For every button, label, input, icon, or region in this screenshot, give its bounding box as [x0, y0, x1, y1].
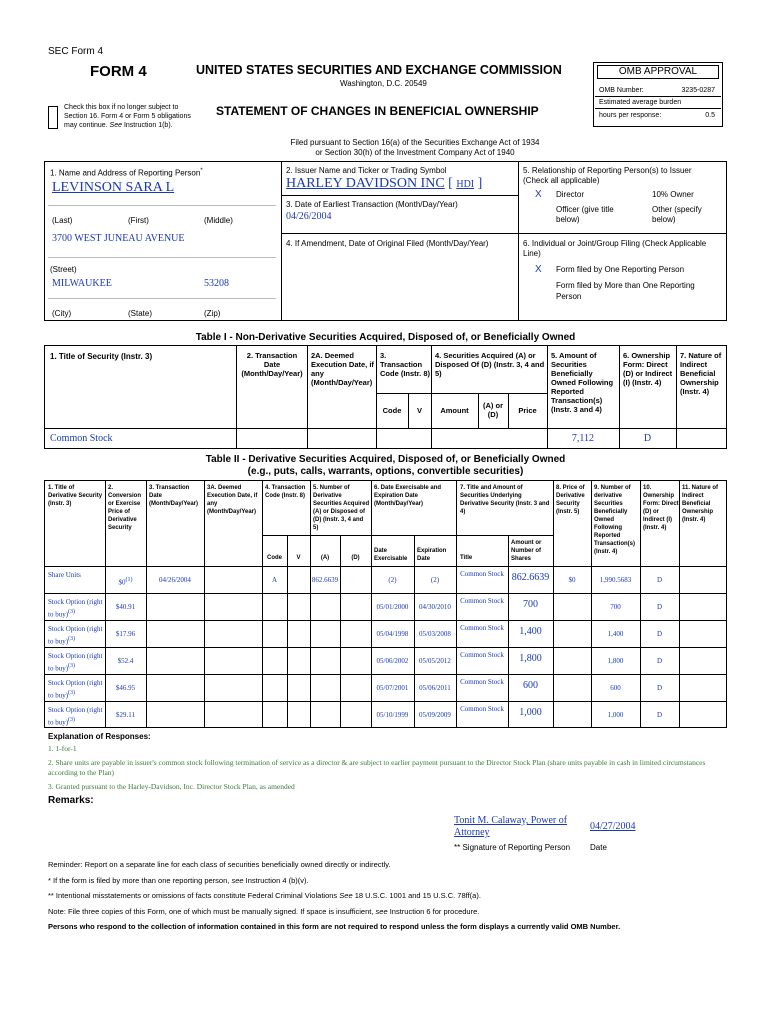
t1-h-acquired: 4. Securities Acquired (A) or Disposed Of (D) (Instr. 3, 4 and 5) [435, 351, 545, 378]
zip-label: (Zip) [204, 309, 221, 318]
t1-row-owned: 7,112 [571, 433, 595, 444]
filed-pursuant: Filed pursuant to Section 16(a) of the Securities Exchange Act of 1934 or Section 30(h) of the Investment Company Act of 1940 [290, 138, 540, 157]
t2-cell-expiration: 05/06/2011 [419, 684, 451, 692]
last-label: (Last) [52, 216, 73, 225]
sec-form-label: SEC Form 4 [48, 46, 104, 57]
t2-cell-owned: 1,800 [607, 657, 624, 665]
t2-cell-und-amount: 700 [523, 599, 538, 610]
hours-value: 0.5 [705, 112, 715, 119]
burden-label: Estimated average burden [599, 99, 682, 106]
t2-cell-owned: 1,990.5683 [599, 576, 632, 584]
t2-h-a: (A) [320, 555, 330, 561]
t2-cell-price: $52.4 [117, 657, 134, 665]
t1-h-form: 6. Ownership Form: Direct (D) or Indirect (I) (Instr. 4) [623, 351, 673, 387]
zip-value: 53208 [204, 278, 229, 289]
t2-cell-form: D [656, 576, 663, 584]
t2-h-date: 3. Transaction Date (Month/Day/Year) [149, 485, 199, 507]
middle-label: (Middle) [204, 216, 233, 225]
form-title: FORM 4 [90, 63, 147, 80]
t2-cell-title: Stock Option (right to buy)$^{(3)}$ [48, 706, 103, 727]
t2-cell-owned: 700 [610, 603, 621, 611]
t2-cell-title: Stock Option (right to buy)$^{(3)}$ [48, 652, 103, 673]
relationship-label: 5. Relationship of Reporting Person(s) to Issuer (Check all applicable) [523, 166, 692, 185]
t2-h-amount-col: Amount or Number of Shares [511, 540, 542, 562]
t2-h-underlying: 7. Title and Amount of Securities Underlying Derivative Security (Instr. 3 and 4) [460, 485, 550, 515]
t2-h-number: 5. Number of Derivative Securities Acquired (A) or Disposed of (D) (Instr. 3, 4 and 5) [313, 485, 370, 531]
one-person-label: Form filed by One Reporting Person [556, 265, 685, 274]
t2-h-code: 4. Transaction Code (Instr. 8) [265, 485, 306, 499]
t2-h-deemed: 3A. Deemed Execution Date, if any (Month/Day/Year) [207, 485, 258, 515]
t1-h-code-sub: Code [382, 406, 402, 415]
t2-cell-title: Share Units [48, 571, 81, 579]
date-label: Date [590, 843, 607, 852]
t2-cell-owned: 600 [610, 684, 621, 692]
officer-label: Officer (give title below) [556, 205, 614, 224]
t2-cell-price: $17.96 [115, 630, 136, 638]
footer-note-2: ** Intentional misstatements or omissions of facts constitute Federal Criminal Violations See 18 U.S.C. 1001 and 15 U.S.C. 78ff(a). [48, 891, 481, 900]
other-label: Other (specify below) [652, 205, 702, 224]
t2-cell-form: D [656, 684, 663, 692]
t2-h-nature: 11. Nature of Indirect Beneficial Ownership (Instr. 4) [682, 485, 719, 523]
one-person-check[interactable]: X [535, 264, 542, 275]
t2-cell-price: $40.91 [115, 603, 136, 611]
explanation-item: 1. 1-for-1 [48, 744, 77, 753]
t2-cell-form: D [656, 603, 663, 611]
ten-percent-owner-label: 10% Owner [652, 190, 694, 199]
omb-number-label: OMB Number: [599, 87, 644, 94]
explanation-title: Explanation of Responses: [48, 732, 151, 741]
t2-cell-code: A [271, 576, 278, 584]
t1-h-nature: 7. Nature of Indirect Beneficial Ownership (Instr. 4) [680, 351, 722, 396]
omb-number: 3235-0287 [681, 87, 715, 94]
explanation-item: 3. Granted pursuant to the Harley-Davidson, Inc. Director Stock Plan, as amended [48, 782, 295, 791]
t2-cell-price: $46.95 [115, 684, 136, 692]
t2-cell-owned: 1,000 [607, 711, 624, 719]
first-label: (First) [128, 216, 149, 225]
t2-h-exp: Expiration Date [417, 548, 447, 562]
table-2-title: Table II - Derivative Securities Acquired, Disposed of, or Beneficially Owned (e.g., puts, calls, warrants, options, convertible securities) [205, 454, 566, 477]
footer-note-3: Note: File three copies of this Form, one of which must be manually signed. If space is insufficient, see Instruction 6 for procedure. [48, 906, 480, 916]
t2-h-date-ex: Date Exercisable [374, 548, 408, 562]
omb-approval-title: OMB APPROVAL [597, 65, 719, 79]
state-label: (State) [128, 309, 153, 318]
t2-h-title-col: Title [460, 555, 473, 561]
footer-omb-notice: Persons who respond to the collection of information contained in this form are not required to respond unless the form displays a currently valid OMB Number. [48, 922, 621, 931]
t2-cell-und-title: Common Stock [460, 651, 504, 659]
reporting-person-label: 1. Name and Address of Reporting Person* [50, 168, 203, 178]
footer-notes [48, 857, 728, 935]
t2-cell-und-title: Common Stock [460, 570, 504, 578]
t2-cell-title: Stock Option (right to buy)$^{(3)}$ [48, 625, 103, 646]
statement-title: STATEMENT OF CHANGES IN BENEFICIAL OWNERSHIP [216, 104, 539, 118]
t2-cell-form: D [656, 630, 663, 638]
t2-cell-date: 04/26/2004 [159, 576, 191, 584]
t2-cell-title: Stock Option (right to buy)$^{(3)}$ [48, 598, 103, 619]
t2-cell-exercisable: 05/10/1999 [376, 711, 409, 719]
footer-note-1: * If the form is filed by more than one reporting person, see Instruction 4 (b)(v). [48, 875, 309, 885]
t2-cell-und-title: Common Stock [460, 678, 504, 686]
t2-cell-expiration: (2) [430, 576, 440, 584]
street-label: (Street) [50, 265, 77, 274]
t1-h-ad: (A) or (D) [483, 401, 503, 419]
t2-cell-und-amount: 1,800 [519, 653, 542, 664]
no-longer-subject-checkbox[interactable] [48, 106, 58, 129]
t2-cell-owned: 1,400 [607, 630, 624, 638]
earliest-date: 04/26/2004 [286, 211, 332, 222]
t2-h-v: V [296, 555, 301, 561]
t2-h-form: 10. Ownership Form: Direct (D) or Indirect (I) (Instr. 4) [643, 485, 679, 531]
t2-cell-title: Stock Option (right to buy)$^{(3)}$ [48, 679, 103, 700]
t1-h-amount: Amount [440, 406, 469, 415]
signature-date: 04/27/2004 [590, 821, 636, 832]
t2-cell-und-title: Common Stock [460, 624, 504, 632]
commission-location: Washington, D.C. 20549 [340, 79, 427, 88]
multiple-persons-label: Form filed by More than One Reporting Person [556, 281, 695, 301]
issuer-label: 2. Issuer Name and Ticker or Trading Symbol [286, 166, 447, 175]
hours-label: hours per response: [599, 112, 662, 119]
t2-cell-exercisable: 05/01/2000 [376, 603, 409, 611]
t2-cell-form: D [656, 657, 663, 665]
explanation-list [48, 744, 723, 792]
city-label: (City) [52, 309, 72, 318]
t2-cell-und-title: Common Stock [460, 597, 504, 605]
t2-cell-price: $29.11 [116, 711, 135, 719]
t2-cell-exercisable: 05/07/2001 [376, 684, 409, 692]
t2-cell-und-amount: 862.6639 [511, 572, 550, 583]
t1-row-title: Common Stock [50, 433, 113, 444]
t2-h-title: 1. Title of Derivative Security (Instr. 3) [48, 485, 103, 507]
amendment-label: 4. If Amendment, Date of Original Filed (Month/Day/Year) [286, 239, 489, 248]
t2-cell-expiration: 05/03/2008 [419, 630, 451, 638]
director-check[interactable]: X [535, 189, 542, 200]
street-value: 3700 WEST JUNEAU AVENUE [52, 233, 185, 244]
explanation-item: 2. Share units are payable in issuer's common stock following termination of service as a director & are subject to earlier payment pursuant to the Director Stock Plan (share units payable in cash in limited circumstances according to the Plan) [48, 758, 706, 777]
t1-h-title: 1. Title of Security (Instr. 3) [50, 352, 153, 361]
t2-cell-exercisable: (2) [388, 576, 397, 584]
earliest-date-label: 3. Date of Earliest Transaction (Month/Day/Year) [286, 200, 458, 209]
t2-cell-exercisable: 05/04/1998 [376, 630, 409, 638]
city-value: MILWAUKEE [52, 278, 112, 289]
t1-row-form: D [643, 433, 652, 444]
t2-h-conversion: 2. Conversion or Exercise Price of Derivative Security [108, 485, 142, 531]
issuer-name-line: HARLEY DAVIDSON INC [ HDI ] [286, 176, 483, 191]
t2-h-exercisable: 6. Date Exercisable and Expiration Date (Month/Day/Year) [374, 485, 442, 507]
t2-cell-expiration: 05/05/2012 [419, 657, 451, 665]
t2-cell-und-title: Common Stock [460, 705, 504, 713]
t2-cell-und-amount: 600 [523, 680, 538, 691]
filing-type-label: 6. Individual or Joint/Group Filing (Check Applicable Line) [523, 239, 707, 258]
t2-h-owned: 9. Number of derivative Securities Beneficially Owned Following Reported Transaction(s) (Instr. 4) [594, 485, 636, 555]
t2-cell-deriv-price: $0 [568, 576, 576, 584]
issuer-name[interactable]: HARLEY DAVIDSON INC [286, 176, 445, 191]
t2-cell-price: $0$^{(1)}$ [118, 577, 133, 587]
t2-cell-exercisable: 05/06/2002 [376, 657, 409, 665]
checkbox-instructions: Check this box if no longer subject to Section 16. Form 4 or Form 5 obligations may continue. See Instruction 1(b). [64, 104, 191, 129]
t2-cell-expiration: 05/09/2009 [419, 711, 451, 719]
t1-h-owned: 5. Amount of Securities Beneficially Owned Following Reported Transaction(s) (Instr. 3 and 4) [551, 351, 614, 414]
t2-cell-a: 862.6639 [311, 576, 339, 584]
commission-title: UNITED STATES SECURITIES AND EXCHANGE COMMISSION [196, 63, 562, 77]
issuer-ticker[interactable]: HDI [456, 179, 475, 190]
director-label: Director [556, 190, 585, 199]
footer-reminder: Reminder: Report on a separate line for each class of securities beneficially owned directly or indirectly. [48, 860, 391, 869]
t2-h-code-sub: Code [267, 555, 282, 561]
signature-label: ** Signature of Reporting Person [454, 843, 571, 852]
t2-cell-expiration: 04/30/2010 [419, 603, 451, 611]
reporting-person-name[interactable]: LEVINSON SARA L [52, 180, 175, 195]
t2-cell-und-amount: 1,400 [519, 626, 542, 637]
t1-h-v: V [416, 406, 422, 415]
t1-h-price: Price [518, 406, 537, 415]
t1-h-code: 3. Transaction Code (Instr. 8) [380, 351, 431, 378]
t2-cell-und-amount: 1,000 [519, 707, 542, 718]
t2-h-price: 8. Price of Derivative Security (Instr. 5) [556, 485, 585, 515]
table-1-title: Table I - Non-Derivative Securities Acquired, Disposed of, or Beneficially Owned [195, 332, 576, 343]
t1-h-date: 2. Transaction Date (Month/Day/Year) [241, 351, 303, 378]
signer-name: Tonit M. Calaway, Power of Attorney [454, 815, 568, 838]
t2-h-d: (D) [351, 555, 360, 561]
t2-cell-form: D [656, 711, 663, 719]
remarks-title: Remarks: [48, 795, 94, 806]
t1-h-deemed: 2A. Deemed Execution Date, if any (Month/Day/Year) [311, 351, 374, 387]
